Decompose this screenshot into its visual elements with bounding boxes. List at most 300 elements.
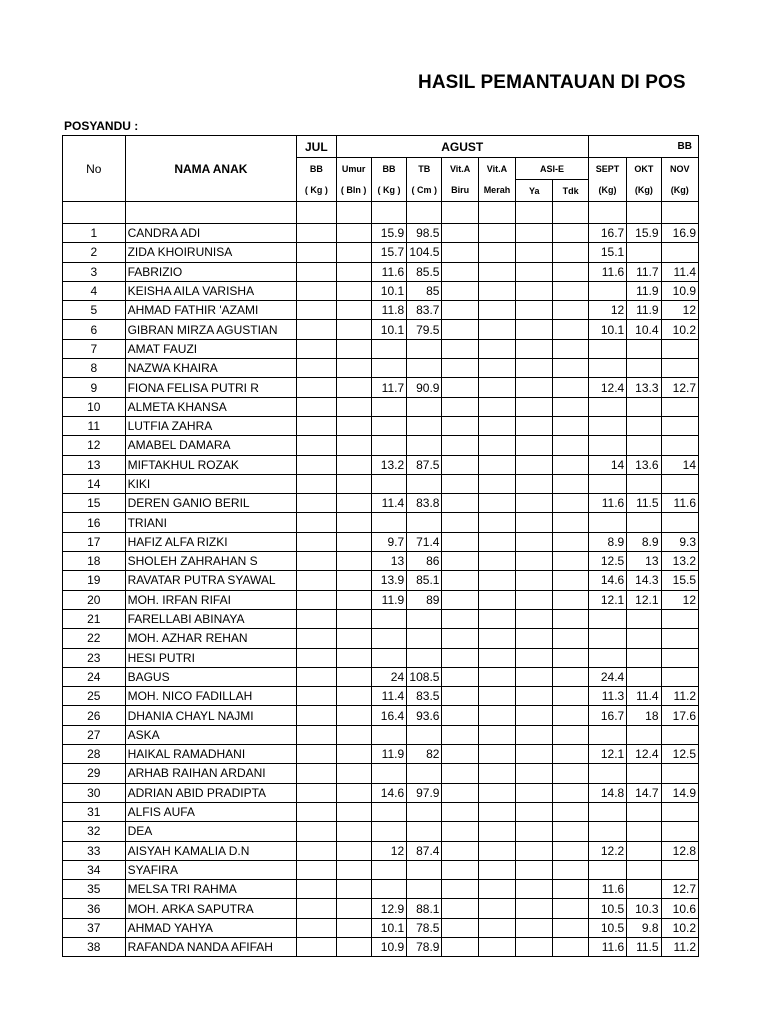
bb-okt-cell [627,629,661,648]
row-number-cell: 23 [63,648,126,667]
child-name-cell: MOH. NICO FADILLAH [125,687,297,706]
bb-jul-cell [297,474,336,493]
bb-sept-cell: 10.5 [588,899,626,918]
bb-jul-cell [297,416,336,435]
bb-nov-cell [661,667,698,686]
child-name-cell: AHMAD FATHIR 'AZAMI [125,301,297,320]
asie-ya-cell [516,224,553,243]
row-number-cell: 29 [63,764,126,783]
asie-tdk-cell [553,301,588,320]
vita-merah-cell [478,841,515,860]
row-number-cell: 7 [63,339,126,358]
bb-jul-cell [297,455,336,474]
bb-sept-cell: 11.3 [588,687,626,706]
bb-agust-cell [371,416,406,435]
bb-nov-cell: 9.3 [661,532,698,551]
vita-biru-cell [442,301,478,320]
row-number-cell: 25 [63,687,126,706]
asie-tdk-cell [553,416,588,435]
vita-merah-cell [478,243,515,262]
umur-cell [336,571,371,590]
vita-biru-cell [442,455,478,474]
vita-biru-cell [442,532,478,551]
asie-tdk-cell [553,320,588,339]
umur-cell [336,552,371,571]
bb-jul-cell [297,359,336,378]
tb-agust-cell [407,397,442,416]
asie-tdk-cell [553,745,588,764]
asie-tdk-cell [553,899,588,918]
child-name-cell: DEA [125,822,297,841]
umur-cell [336,494,371,513]
row-number-cell: 12 [63,436,126,455]
table-body [63,224,699,957]
umur-cell [336,860,371,879]
page-title: HASIL PEMANTAUAN DI POS [418,72,686,93]
bb-agust-cell [371,880,406,899]
bb-agust-cell: 13 [371,552,406,571]
vita-merah-cell [478,320,515,339]
table-row [63,899,699,918]
bb-sept-cell [588,436,626,455]
vita-merah-cell [478,281,515,300]
umur-cell [336,706,371,725]
bb-jul-cell [297,880,336,899]
bb-okt-cell [627,339,661,358]
bb-nov-cell [661,474,698,493]
table-row [63,783,699,802]
asie-tdk-cell [553,378,588,397]
bb-sept-cell [588,764,626,783]
bb-agust-cell [371,436,406,455]
row-number-cell: 16 [63,513,126,532]
bb-sept-cell: 16.7 [588,706,626,725]
bb-agust-cell: 24 [371,667,406,686]
header-merah: Merah [478,180,515,202]
vita-biru-cell [442,416,478,435]
bb-sept-cell [588,822,626,841]
tb-agust-cell: 88.1 [407,899,442,918]
child-name-cell: FABRIZIO [125,262,297,281]
umur-cell [336,648,371,667]
asie-tdk-cell [553,243,588,262]
child-name-cell: AISYAH KAMALIA D.N [125,841,297,860]
asie-tdk-cell [553,552,588,571]
asie-tdk-cell [553,474,588,493]
bb-sept-cell [588,339,626,358]
umur-cell [336,339,371,358]
table-row [63,281,699,300]
vita-biru-cell [442,224,478,243]
bb-jul-cell [297,783,336,802]
child-name-cell: KEISHA AILA VARISHA [125,281,297,300]
bb-agust-cell: 15.9 [371,224,406,243]
table-row [63,416,699,435]
bb-nov-cell [661,802,698,821]
vita-merah-cell [478,899,515,918]
asie-ya-cell [516,880,553,899]
vita-biru-cell [442,609,478,628]
umur-cell [336,783,371,802]
asie-tdk-cell [553,609,588,628]
vita-merah-cell [478,224,515,243]
tb-agust-cell: 79.5 [407,320,442,339]
vita-merah-cell [478,416,515,435]
bb-nov-cell [661,436,698,455]
bb-agust-cell: 11.8 [371,301,406,320]
vita-biru-cell [442,841,478,860]
vita-merah-cell [478,687,515,706]
bb-jul-cell [297,937,336,956]
child-name-cell: SYAFIRA [125,860,297,879]
tb-agust-cell: 82 [407,745,442,764]
table-row [63,455,699,474]
vita-biru-cell [442,397,478,416]
asie-ya-cell [516,648,553,667]
tb-agust-cell: 90.9 [407,378,442,397]
bb-okt-cell [627,416,661,435]
bb-sept-cell: 11.6 [588,262,626,281]
header-biru: Biru [442,180,478,202]
bb-sept-cell: 15.1 [588,243,626,262]
asie-ya-cell [516,397,553,416]
row-number-cell: 17 [63,532,126,551]
header-ya: Ya [516,180,553,202]
bb-sept-cell [588,802,626,821]
vita-merah-cell [478,590,515,609]
bb-agust-cell [371,725,406,744]
table-row [63,378,699,397]
asie-ya-cell [516,629,553,648]
bb-agust-cell: 14.6 [371,783,406,802]
table-row [63,822,699,841]
table-row [63,224,699,243]
umur-cell [336,474,371,493]
table-row [63,301,699,320]
bb-okt-cell: 15.9 [627,224,661,243]
vita-merah-cell [478,706,515,725]
bb-okt-cell [627,822,661,841]
bb-agust-cell: 15.7 [371,243,406,262]
umur-cell [336,513,371,532]
vita-merah-cell [478,532,515,551]
tb-agust-cell [407,474,442,493]
bb-okt-cell: 13 [627,552,661,571]
bb-nov-cell [661,339,698,358]
row-number-cell: 8 [63,359,126,378]
bb-okt-cell: 10.3 [627,899,661,918]
umur-cell [336,532,371,551]
asie-ya-cell [516,841,553,860]
vita-biru-cell [442,725,478,744]
bb-okt-cell: 11.9 [627,301,661,320]
bb-nov-cell: 11.4 [661,262,698,281]
umur-cell [336,725,371,744]
umur-cell [336,802,371,821]
asie-ya-cell [516,320,553,339]
asie-tdk-cell [553,880,588,899]
vita-biru-cell [442,243,478,262]
bb-sept-cell: 12.2 [588,841,626,860]
vita-merah-cell [478,359,515,378]
vita-biru-cell [442,262,478,281]
umur-cell [336,918,371,937]
row-number-cell: 2 [63,243,126,262]
bb-okt-cell [627,667,661,686]
asie-ya-cell [516,609,553,628]
child-name-cell: FARELLABI ABINAYA [125,609,297,628]
child-name-cell: ADRIAN ABID PRADIPTA [125,783,297,802]
asie-tdk-cell [553,648,588,667]
bb-agust-cell: 10.1 [371,281,406,300]
vita-biru-cell [442,783,478,802]
asie-ya-cell [516,571,553,590]
child-name-cell: HESI PUTRI [125,648,297,667]
child-name-cell: DHANIA CHAYL NAJMI [125,706,297,725]
umur-cell [336,359,371,378]
table-row [63,359,699,378]
asie-ya-cell [516,590,553,609]
asie-tdk-cell [553,359,588,378]
bb-jul-cell [297,648,336,667]
child-name-cell: ALMETA KHANSA [125,397,297,416]
vita-merah-cell [478,918,515,937]
table-row [63,687,699,706]
bb-jul-cell [297,552,336,571]
asie-tdk-cell [553,436,588,455]
row-number-cell: 9 [63,378,126,397]
bb-sept-cell: 8.9 [588,532,626,551]
asie-ya-cell [516,436,553,455]
tb-agust-cell: 83.8 [407,494,442,513]
vita-merah-cell [478,494,515,513]
bb-jul-cell [297,725,336,744]
bb-jul-cell [297,532,336,551]
tb-agust-cell [407,802,442,821]
child-name-cell: MIFTAKHUL ROZAK [125,455,297,474]
bb-jul-cell [297,571,336,590]
table-row [63,339,699,358]
table-row [63,841,699,860]
child-name-cell: MOH. AZHAR REHAN [125,629,297,648]
asie-ya-cell [516,706,553,725]
asie-ya-cell [516,243,553,262]
bb-sept-cell: 12.1 [588,745,626,764]
tb-agust-cell [407,359,442,378]
table-row [63,571,699,590]
tb-agust-cell [407,513,442,532]
child-name-cell: HAFIZ ALFA RIZKI [125,532,297,551]
tb-agust-cell [407,725,442,744]
bb-agust-cell: 11.9 [371,590,406,609]
header-vita-merah: Vit.A [478,158,515,180]
asie-ya-cell [516,455,553,474]
asie-tdk-cell [553,262,588,281]
bb-sept-cell: 14.6 [588,571,626,590]
asie-tdk-cell [553,339,588,358]
asie-ya-cell [516,937,553,956]
header-asie: ASI-E [516,158,589,180]
table-row [63,609,699,628]
row-number-cell: 11 [63,416,126,435]
bb-jul-cell [297,436,336,455]
umur-cell [336,262,371,281]
asie-ya-cell [516,532,553,551]
bb-jul-cell [297,397,336,416]
umur-cell [336,455,371,474]
bb-nov-cell: 12.7 [661,378,698,397]
row-number-cell: 34 [63,860,126,879]
bb-agust-cell: 12.9 [371,899,406,918]
child-name-cell: DEREN GANIO BERIL [125,494,297,513]
bb-agust-cell: 16.4 [371,706,406,725]
row-number-cell: 28 [63,745,126,764]
tb-agust-cell: 89 [407,590,442,609]
bb-sept-cell: 12.1 [588,590,626,609]
bb-agust-cell: 11.7 [371,378,406,397]
bb-sept-cell: 14.8 [588,783,626,802]
bb-nov-cell: 14 [661,455,698,474]
header-jul: JUL [297,136,336,158]
tb-agust-cell: 97.9 [407,783,442,802]
bb-nov-cell: 10.2 [661,320,698,339]
bb-sept-cell: 11.6 [588,937,626,956]
header-kg-okt: (Kg) [627,180,661,202]
bb-nov-cell [661,764,698,783]
bb-jul-cell [297,860,336,879]
bb-okt-cell: 18 [627,706,661,725]
bb-agust-cell [371,609,406,628]
table-row [63,745,699,764]
bb-okt-cell: 8.9 [627,532,661,551]
header-kg-jul: ( Kg ) [297,180,336,202]
row-number-cell: 37 [63,918,126,937]
bb-agust-cell [371,629,406,648]
bb-okt-cell: 14.7 [627,783,661,802]
bb-okt-cell [627,802,661,821]
vita-biru-cell [442,590,478,609]
bb-sept-cell [588,397,626,416]
asie-ya-cell [516,378,553,397]
bb-jul-cell [297,667,336,686]
child-name-cell: ZIDA KHOIRUNISA [125,243,297,262]
bb-sept-cell: 11.6 [588,880,626,899]
tb-agust-cell: 87.4 [407,841,442,860]
umur-cell [336,937,371,956]
bb-okt-cell: 9.8 [627,918,661,937]
row-number-cell: 31 [63,802,126,821]
tb-agust-cell: 85 [407,281,442,300]
bb-jul-cell [297,629,336,648]
bb-okt-cell: 11.5 [627,494,661,513]
umur-cell [336,745,371,764]
bb-nov-cell [661,609,698,628]
child-name-cell: MOH. IRFAN RIFAI [125,590,297,609]
asie-tdk-cell [553,397,588,416]
asie-ya-cell [516,513,553,532]
header-agust: AGUST [336,136,588,158]
row-number-cell: 13 [63,455,126,474]
bb-okt-cell [627,513,661,532]
bb-okt-cell: 14.3 [627,571,661,590]
bb-okt-cell: 10.4 [627,320,661,339]
asie-ya-cell [516,860,553,879]
asie-tdk-cell [553,455,588,474]
bb-agust-cell: 10.1 [371,320,406,339]
vita-biru-cell [442,918,478,937]
vita-biru-cell [442,436,478,455]
vita-biru-cell [442,706,478,725]
bb-okt-cell: 11.5 [627,937,661,956]
row-number-cell: 14 [63,474,126,493]
bb-okt-cell: 13.3 [627,378,661,397]
child-name-cell: AHMAD YAHYA [125,918,297,937]
bb-sept-cell [588,609,626,628]
table-row [63,513,699,532]
vita-merah-cell [478,474,515,493]
vita-biru-cell [442,571,478,590]
bb-agust-cell: 12 [371,841,406,860]
asie-ya-cell [516,281,553,300]
tb-agust-cell [407,609,442,628]
umur-cell [336,687,371,706]
bb-okt-cell: 12.4 [627,745,661,764]
header-nama-anak: NAMA ANAK [125,136,297,202]
asie-tdk-cell [553,224,588,243]
bb-nov-cell: 10.2 [661,918,698,937]
asie-ya-cell [516,494,553,513]
tb-agust-cell: 85.1 [407,571,442,590]
posyandu-label: POSYANDU : [64,119,139,133]
tb-agust-cell [407,880,442,899]
table-row [63,590,699,609]
asie-ya-cell [516,725,553,744]
bb-jul-cell [297,822,336,841]
asie-tdk-cell [553,860,588,879]
bb-nov-cell [661,513,698,532]
bb-agust-cell [371,397,406,416]
table-row [63,243,699,262]
header-kg-agust: ( Kg ) [371,180,406,202]
bb-agust-cell [371,648,406,667]
tb-agust-cell [407,339,442,358]
bb-agust-cell [371,513,406,532]
umur-cell [336,301,371,320]
asie-ya-cell [516,783,553,802]
bb-sept-cell [588,648,626,667]
bb-jul-cell [297,339,336,358]
tb-agust-cell: 85.5 [407,262,442,281]
asie-ya-cell [516,552,553,571]
bb-jul-cell [297,243,336,262]
bb-nov-cell [661,860,698,879]
umur-cell [336,281,371,300]
vita-merah-cell [478,262,515,281]
bb-okt-cell [627,397,661,416]
child-name-cell: RAVATAR PUTRA SYAWAL [125,571,297,590]
asie-tdk-cell [553,687,588,706]
vita-merah-cell [478,880,515,899]
asie-ya-cell [516,301,553,320]
asie-tdk-cell [553,590,588,609]
row-number-cell: 36 [63,899,126,918]
bb-agust-cell [371,359,406,378]
bb-nov-cell: 12.5 [661,745,698,764]
bb-agust-cell: 11.4 [371,687,406,706]
child-name-cell: FIONA FELISA PUTRI R [125,378,297,397]
vita-biru-cell [442,494,478,513]
vita-merah-cell [478,783,515,802]
